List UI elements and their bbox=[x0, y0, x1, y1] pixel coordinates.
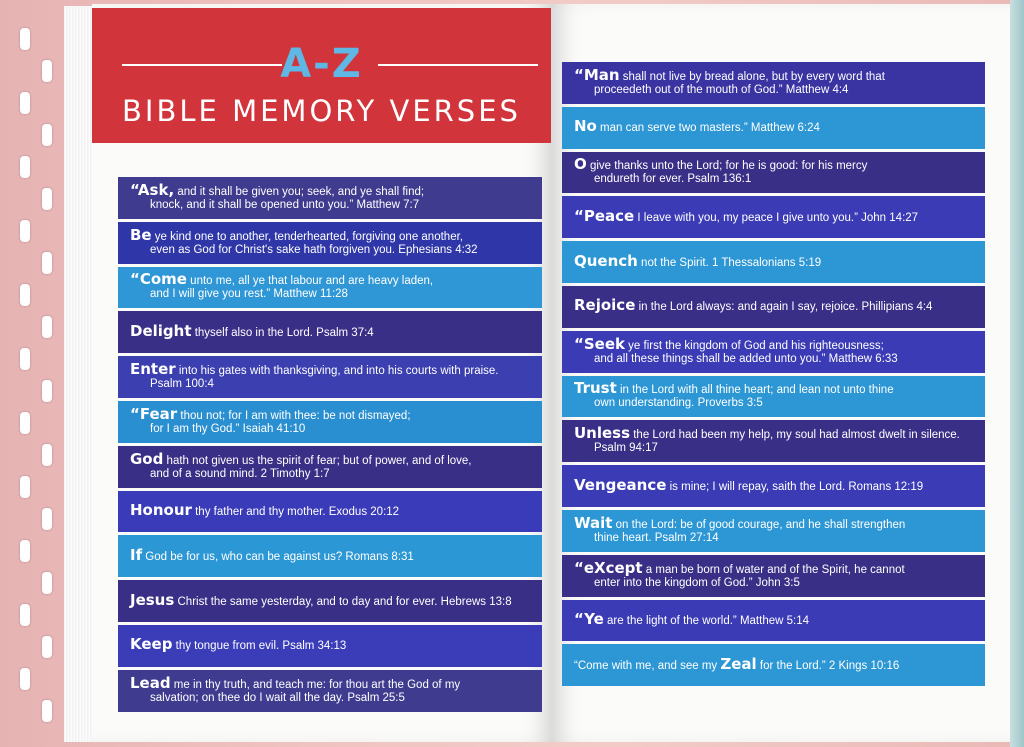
verse-text: thy father and thy mother. Exodus 20:12 bbox=[191, 505, 400, 518]
verse-line-1 bbox=[130, 270, 532, 289]
verse-line-1 bbox=[574, 206, 975, 225]
verse-line-1 bbox=[574, 117, 975, 136]
verse-text: in the Lord with all thine heart; and lean not unto thine bbox=[616, 384, 894, 397]
verse-text: into his gates with thanksgiving, and into his courts with praise. bbox=[175, 365, 499, 378]
verse-keyword: “Ye bbox=[574, 609, 604, 628]
verse-bar bbox=[562, 196, 985, 238]
thumb-tab bbox=[20, 540, 30, 562]
verse-text: God be for us, who can be against us? Romans 8:31 bbox=[142, 550, 414, 563]
verse-text: for the Lord.” 2 Kings 10:16 bbox=[756, 659, 900, 672]
verse-bar bbox=[118, 670, 542, 712]
verse-line-1 bbox=[130, 449, 532, 468]
verse-keyword: Quench bbox=[574, 251, 638, 270]
verse-keyword: Enter bbox=[130, 360, 176, 379]
verse-bar bbox=[562, 152, 985, 194]
thumb-tab bbox=[20, 284, 30, 306]
verse-bar bbox=[118, 446, 542, 488]
verse-line-1 bbox=[574, 558, 975, 577]
verse-line-1 bbox=[130, 180, 532, 199]
verse-text: ye first the kingdom of God and his righteousness; bbox=[624, 339, 884, 352]
thumb-tab bbox=[42, 700, 52, 722]
verse-keyword: “Fear bbox=[130, 404, 178, 423]
verse-text: is mine; I will repay, saith the Lord. Romans 12:19 bbox=[666, 480, 924, 493]
verse-text: man can serve two masters.” Matthew 6:24 bbox=[596, 122, 820, 135]
verse-line-2: own understanding. Proverbs 3:5 bbox=[594, 397, 763, 410]
verse-bar bbox=[118, 222, 542, 264]
verse-line-1 bbox=[130, 673, 532, 692]
verse-bar bbox=[562, 107, 985, 149]
verse-line-1 bbox=[130, 500, 532, 519]
thumb-tab bbox=[20, 156, 30, 178]
verse-keyword: Rejoice bbox=[574, 296, 636, 315]
verse-line-2: enter into the kingdom of God.” John 3:5 bbox=[594, 576, 800, 589]
verse-text: hath not given us the spirit of fear; but of power, and of love, bbox=[163, 454, 472, 467]
verse-keyword: Lead bbox=[130, 673, 171, 692]
thumb-tab bbox=[42, 380, 52, 402]
thumb-tab bbox=[42, 188, 52, 210]
verse-line-2: endureth for ever. Psalm 136:1 bbox=[594, 173, 752, 186]
verse-line-1 bbox=[130, 321, 532, 340]
thumb-tab bbox=[20, 412, 30, 434]
verse-line-2: for I am thy God.” Isaiah 41:10 bbox=[150, 422, 306, 435]
thumb-tab bbox=[20, 28, 30, 50]
verse-text: the Lord had been my help, my soul had almost dwelt in silence. bbox=[630, 429, 960, 442]
verse-bar bbox=[562, 465, 985, 507]
verse-text: thyself also in the Lord. Psalm 37:4 bbox=[191, 326, 374, 339]
verse-line-1 bbox=[574, 475, 975, 494]
verse-bar bbox=[118, 311, 542, 353]
verse-keyword: “Peace bbox=[574, 206, 635, 225]
verse-line-2: and I will give you rest.” Matthew 11:28 bbox=[150, 288, 348, 301]
verse-bar bbox=[562, 420, 985, 462]
thumb-tab bbox=[42, 124, 52, 146]
verse-bar bbox=[562, 241, 985, 283]
verse-keyword: O bbox=[574, 155, 587, 174]
verse-line-1 bbox=[130, 225, 532, 244]
verse-text: are the light of the world.” Matthew 5:14 bbox=[603, 614, 809, 627]
thumb-tab bbox=[42, 444, 52, 466]
verse-line-1 bbox=[130, 545, 532, 564]
thumb-tab bbox=[42, 60, 52, 82]
verse-line-2: Psalm 100:4 bbox=[150, 378, 214, 391]
verse-keyword: Zeal bbox=[720, 654, 757, 673]
page-title: BIBLE MEMORY VERSES bbox=[122, 94, 521, 128]
verse-line-1 bbox=[574, 65, 975, 84]
verse-keyword: Delight bbox=[130, 321, 192, 340]
verse-bar bbox=[118, 267, 542, 309]
thumb-tab bbox=[42, 636, 52, 658]
verse-keyword: Vengeance bbox=[574, 475, 667, 494]
thumb-tab bbox=[20, 220, 30, 242]
verse-line-2: proceedeth out of the mouth of God.” Matthew 4:4 bbox=[594, 83, 849, 96]
verse-bar bbox=[562, 62, 985, 104]
thumb-tab bbox=[20, 476, 30, 498]
verse-bar bbox=[562, 555, 985, 597]
verse-bar bbox=[118, 580, 542, 622]
verse-line-1 bbox=[574, 379, 975, 398]
verse-line-1 bbox=[574, 155, 975, 174]
verse-keyword: “Ask, bbox=[130, 180, 175, 199]
verse-bar bbox=[118, 401, 542, 443]
verse-text: unto me, all ye that labour and are heavy laden, bbox=[186, 275, 434, 288]
verse-line-1 bbox=[574, 334, 975, 353]
verse-text: give thanks unto the Lord; for he is good: for his mercy bbox=[586, 160, 868, 173]
verse-text: shall not live by bread alone, but by every word that bbox=[619, 70, 885, 83]
verse-text: ye kind one to another, tenderhearted, forgiving one another, bbox=[151, 230, 463, 243]
verse-line-2: Psalm 94:17 bbox=[594, 442, 658, 455]
verse-bar bbox=[118, 177, 542, 219]
verse-line-2: and all these things shall be added unto you.” Matthew 6:33 bbox=[594, 352, 898, 365]
verse-text: in the Lord always: and again I say, rejoice. Phillipians 4:4 bbox=[635, 301, 933, 314]
verse-keyword: Wait bbox=[574, 513, 613, 532]
thumb-tab bbox=[20, 92, 30, 114]
header-letters: A-Z bbox=[280, 41, 363, 87]
verse-bar bbox=[562, 331, 985, 373]
verse-bar bbox=[118, 625, 542, 667]
verse-keyword: No bbox=[574, 117, 597, 136]
page-edges bbox=[64, 6, 92, 742]
thumb-tab bbox=[42, 572, 52, 594]
verse-line-1 bbox=[130, 404, 532, 423]
verse-keyword: “Come bbox=[130, 270, 187, 289]
verse-keyword: “Seek bbox=[574, 334, 625, 353]
verse-text: me in thy truth, and teach me: for thou art the God of my bbox=[170, 678, 461, 691]
thumb-tab bbox=[42, 316, 52, 338]
verse-text: thy tongue from evil. Psalm 34:13 bbox=[172, 640, 347, 653]
thumb-tab bbox=[42, 508, 52, 530]
verse-line-2: knock, and it shall be opened unto you.” Matthew 7:7 bbox=[150, 198, 420, 211]
verse-keyword: If bbox=[130, 545, 143, 564]
thumb-tab bbox=[20, 668, 30, 690]
verse-line-1 bbox=[574, 513, 975, 532]
verse-bar bbox=[562, 600, 985, 642]
verse-text: not the Spirit. 1 Thessalonians 5:19 bbox=[637, 256, 822, 269]
verse-keyword: Jesus bbox=[130, 590, 175, 609]
verse-keyword: Honour bbox=[130, 500, 192, 519]
verse-bar bbox=[118, 535, 542, 577]
verse-text: thou not; for I am with thee: be not dismayed; bbox=[177, 409, 411, 422]
verse-text: a man be born of water and of the Spirit, he cannot bbox=[642, 563, 905, 576]
verse-line-1 bbox=[574, 654, 975, 673]
verse-keyword: “eXcept bbox=[574, 558, 643, 577]
verse-bar bbox=[118, 491, 542, 533]
verse-keyword: “Man bbox=[574, 65, 620, 84]
verse-bar bbox=[562, 644, 985, 686]
verse-bar bbox=[562, 286, 985, 328]
verse-line-2: even as God for Christ's sake hath forgiven you. Ephesians 4:32 bbox=[150, 243, 478, 256]
verse-line-1 bbox=[130, 590, 532, 609]
verse-keyword: Trust bbox=[574, 379, 617, 398]
verse-text: Christ the same yesterday, and to day and for ever. Hebrews 13:8 bbox=[174, 595, 512, 608]
header-rule-right bbox=[378, 64, 538, 66]
verse-text: on the Lord: be of good courage, and he shall strengthen bbox=[612, 518, 906, 531]
verse-keyword: God bbox=[130, 449, 164, 468]
verse-line-1 bbox=[130, 360, 532, 379]
page-header bbox=[92, 8, 551, 143]
verse-line-1 bbox=[574, 251, 975, 270]
verse-text: I leave with you, my peace I give unto you.” John 14:27 bbox=[634, 211, 919, 224]
verse-bar bbox=[562, 510, 985, 552]
verse-keyword: Unless bbox=[574, 424, 631, 443]
verse-keyword: Keep bbox=[130, 635, 173, 654]
verse-bar bbox=[562, 376, 985, 418]
verse-line-1 bbox=[130, 635, 532, 654]
verse-keyword: Be bbox=[130, 225, 152, 244]
verse-line-2: salvation; on thee do I wait all the day. Psalm 25:5 bbox=[150, 691, 405, 704]
thumb-tab bbox=[20, 604, 30, 626]
thumb-tab bbox=[42, 252, 52, 274]
thumb-tab bbox=[20, 348, 30, 370]
verse-line-2: thine heart. Psalm 27:14 bbox=[594, 531, 719, 544]
verse-line-1 bbox=[574, 609, 975, 628]
cover-edge-right bbox=[1010, 0, 1024, 747]
verse-bar bbox=[118, 356, 542, 398]
verse-line-2: and of a sound mind. 2 Timothy 1:7 bbox=[150, 467, 330, 480]
verse-line-1 bbox=[574, 424, 975, 443]
verse-line-1 bbox=[574, 296, 975, 315]
verse-text: and it shall be given you; seek, and ye shall find; bbox=[174, 185, 425, 198]
verse-prefix: “Come with me, and see my bbox=[574, 659, 721, 672]
